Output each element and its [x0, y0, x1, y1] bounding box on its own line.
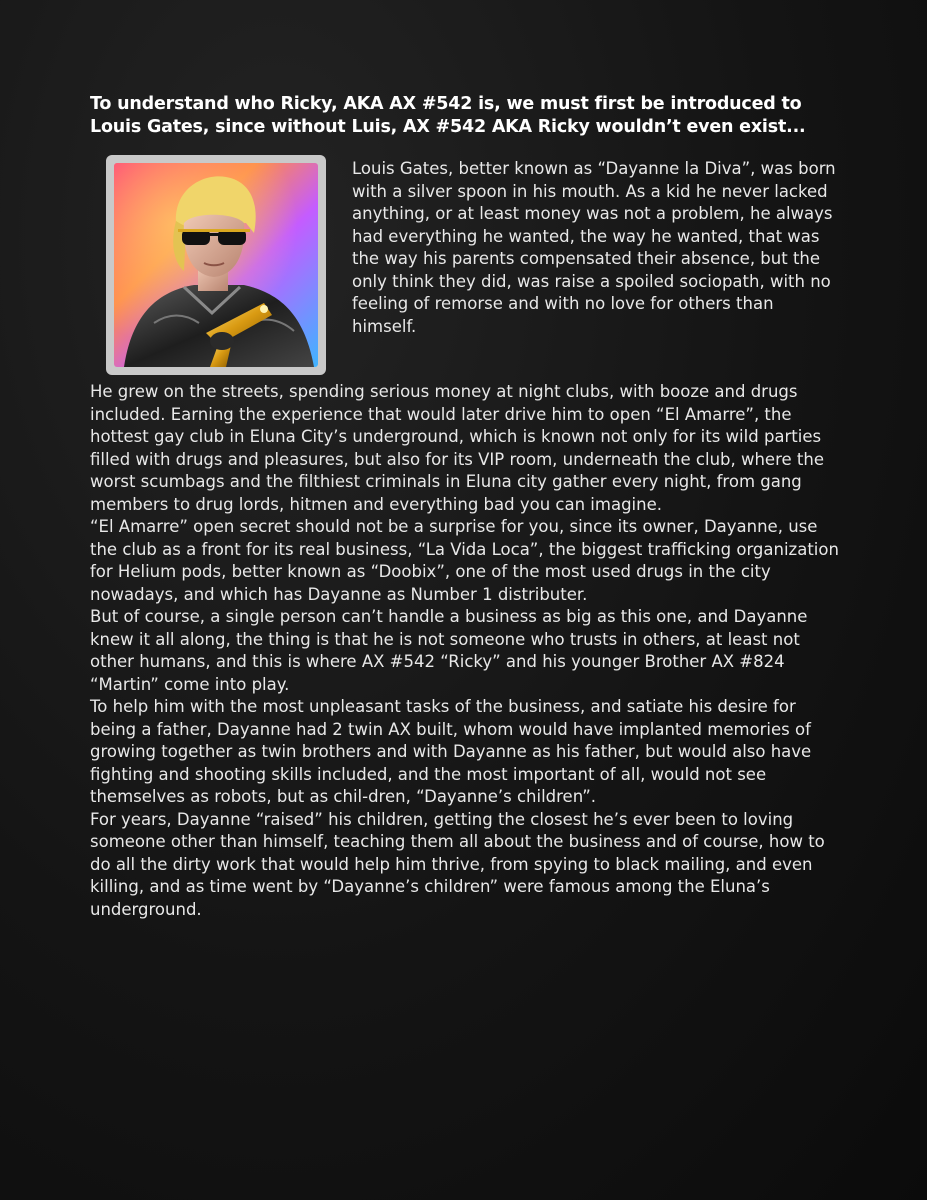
paragraph-4: But of course, a single person can’t handle a business as big as this one, and Dayanne knew it all along, the thing is that he is not someone who trusts in others, at least not other humans, and this is where AX #542 “Ricky” and his younger Brother AX #824 “Martin” come into play. — [90, 607, 808, 694]
character-portrait — [106, 155, 326, 375]
paragraph-5: To help him with the most unpleasant tasks of the business, and satiate his desire for being a father, Dayanne had 2 twin AX built, whom would have implanted memories of growing together as twin brothers and with Dayanne as his father, but would also have fighting and shooting skills included, and the most important of all, would not see themselves as robots, but as chil-dren, “Dayanne’s children”. — [90, 697, 812, 806]
intro-section — [90, 153, 840, 381]
story-page — [90, 93, 840, 921]
paragraph-6: For years, Dayanne “raised” his children, getting the closest he’s ever been to loving someone other than himself, teaching them all about the business and of course, how to do all the dirty work that would help him thrive, from spying to black mailing, and even killing, and as time went by “Dayanne’s children” were famous among the Eluna’s underground. — [90, 809, 825, 919]
paragraph-2: He grew on the streets, spending serious money at night clubs, with booze and drugs included. Earning the experience that would later drive him to open “El Amarre”, the hottest gay club in Eluna City’s underground, which is known not only for its wild parties filled with drugs and pleasures, but also for its VIP room, underneath the club, where the worst scumbags and the filthiest criminals in Eluna city gather every night, from gang members to drug lords, hitmen and everything bad you can imagine. — [90, 382, 824, 514]
paragraph-intro: Louis Gates, better known as “Dayanne la Diva”, was born with a silver spoon in his mouth. As a kid he never lacked anything, or at least money was not a problem, he always had everything he wanted, the way he wanted, that was the way his parents compensated their absence, but the only think they did, was raise a spoiled sociopath, with no feeling of remorse and with no love for others than himself. — [352, 159, 836, 336]
headline: To understand who Ricky, AKA AX #542 is, we must first be introduced to Louis Gates, since without Luis, AX #542 AKA Ricky wouldn’t even exist... — [90, 94, 806, 137]
paragraph-3: “El Amarre” open secret should not be a surprise for you, since its owner, Dayanne, use the club as a front for its real business, “La Vida Loca”, the biggest trafficking organization for Helium pods, better known as “Doobix”, one of the most used drugs in the city nowadays, and which has Dayanne as Number 1 distributer. — [90, 517, 839, 604]
character-portrait-illustration — [114, 163, 318, 367]
